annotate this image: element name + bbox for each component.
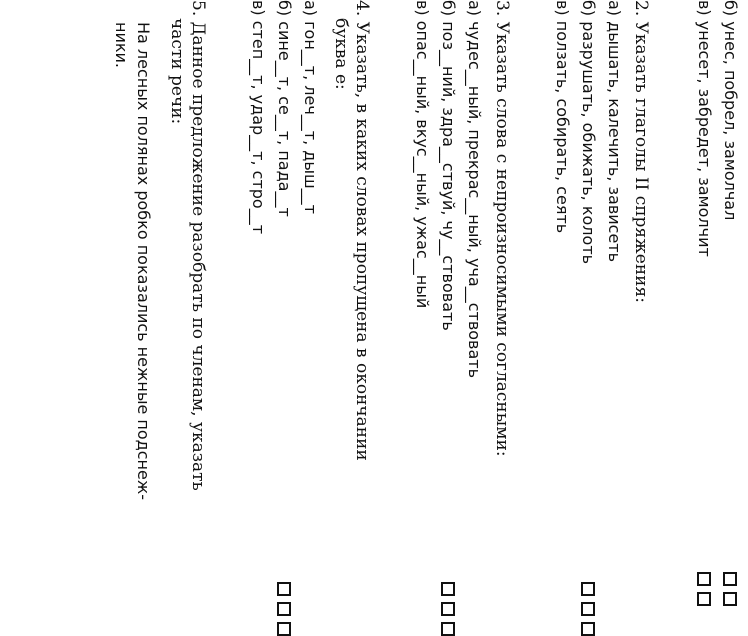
q4-title-line1: 4. Указать, в каких словах пропущена в окончании [352,0,372,461]
answer-checkbox[interactable] [277,582,291,596]
q1-option-b: б) унес, побрел, замолчал [721,0,740,221]
q3-option-a: а) чудес__ный, прекрас__ный, уча__ствовать [465,0,484,379]
q5-title-line2: части речи: [167,18,187,125]
q5-title-line1: 5. Данное предложение разобрать по членам, указать [188,0,208,491]
answer-checkbox[interactable] [441,622,455,636]
q5-sentence-line2: ники. [112,22,131,69]
q4-option-v: в) степ__т, удар__т, стро__т [249,0,268,235]
answer-checkbox[interactable] [697,572,711,586]
q3-title: 3. Указать слова с непроизносимыми согласными: [492,0,512,457]
answer-checkbox[interactable] [277,622,291,636]
q4-title-line2: буква е: [331,18,351,90]
q1-option-b-boxes [720,572,740,636]
answer-checkbox[interactable] [581,602,595,616]
q2-option-b: б) разрушать, обижать, колоть [579,0,598,265]
q4-option-b: б) сине__т, се__т, пада__т [275,0,294,217]
q4-boxes [274,572,294,636]
answer-checkbox[interactable] [581,622,595,636]
answer-checkbox[interactable] [441,582,455,596]
q2-title: 2. Указать глаголы II спряжения: [631,0,651,303]
q3-boxes [438,572,458,636]
answer-checkbox[interactable] [723,572,737,586]
q2-boxes [578,572,598,636]
q3-option-v: в) опас__ный, вкус__ный, ужас__ный [413,0,432,309]
q3-option-b: б) поз__ний, здра__ствуй, чу__ствовать [439,0,458,331]
q2-option-v: в) ползать, собирать, сеять [553,0,572,234]
q4-option-a: а) гон__т, леч__т, дыш__т [301,0,320,214]
answer-checkbox[interactable] [697,592,711,606]
q1-option-v-boxes [694,572,714,636]
answer-checkbox[interactable] [277,602,291,616]
q2-option-a: а) дышать, калечить, зависеть [605,0,624,263]
answer-checkbox[interactable] [581,582,595,596]
answer-checkbox[interactable] [723,592,737,606]
q1-option-v: в) унесет, забредет, замолчит [695,0,714,257]
q5-sentence-line1: На лесных полянах робко показались нежные подснеж- [134,22,153,501]
answer-checkbox[interactable] [441,602,455,616]
